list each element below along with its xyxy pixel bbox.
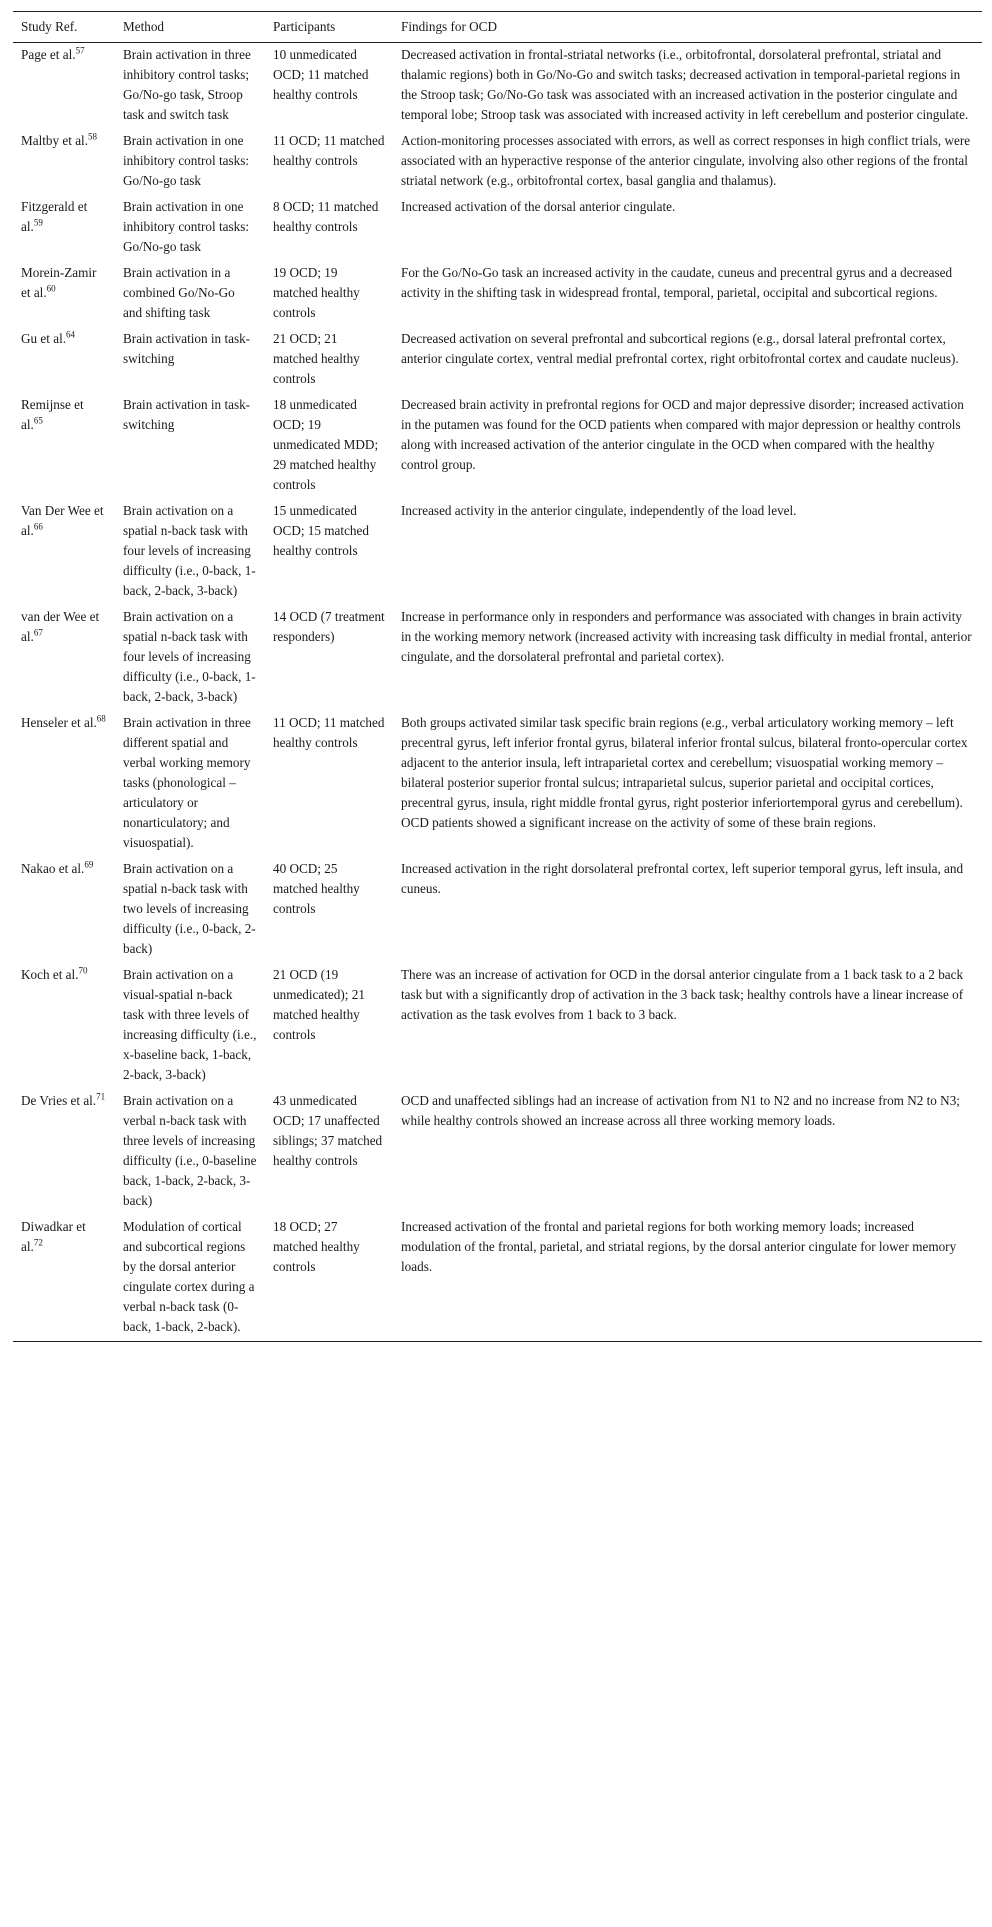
participants-cell: 18 unmedicated OCD; 19 unmedicated MDD; 29 matched healthy controls	[273, 397, 379, 492]
table-row	[13, 129, 982, 195]
findings-cell: Decreased activation in frontal-striatal networks (i.e., orbitofrontal, dorsolateral prefrontal, striatal and thalamic regions) both in Go/No-Go and switch tasks; decreased activation in temporal-parietal regions in the Stroop task; Go/No-Go task was associated with an increased activation in the posterior cingulate and temporal lobe; Stroop task was associated with increased activity in left cerebellum and posterior cingulate.	[401, 47, 969, 122]
study-ref-cell: Fitzgerald et al.$^{59}$	[21, 199, 88, 234]
participants-cell: 21 OCD (19 unmedicated); 21 matched healthy controls	[273, 967, 365, 1042]
study-ref-cell: Maltby et al.$^{58}$	[21, 131, 98, 148]
method-cell: Brain activation in one inhibitory control tasks: Go/No-go task	[123, 199, 250, 254]
findings-cell: OCD and unaffected siblings had an increase of activation from N1 to N2 and no increase from N2 to N3; while healthy controls showed an increase across all three working memory loads.	[401, 1093, 960, 1128]
method-cell: Brain activation in a combined Go/No-Go and shifting task	[123, 265, 235, 320]
method-cell: Brain activation in task-switching	[123, 331, 251, 366]
method-cell: Brain activation in task-switching	[123, 397, 251, 432]
studies-table	[13, 11, 982, 1342]
study-ref-cell: Page et al.$^{57}$	[21, 45, 85, 62]
study-ref-cell: Morein-Zamir et al.$^{60}$	[21, 265, 97, 300]
study-ref-cell: Nakao et al.$^{69}$	[21, 859, 94, 876]
findings-cell: Both groups activated similar task specific brain regions (e.g., verbal articulatory working memory – left precentral gyrus, left inferior frontal gyrus, bilateral inferior frontal sulcus, bilateral fronto-opercular cortex adjacent to the anterior insula, left intraparietal cortex and cerebellum; visuospatial working memory – bilateral posterior superior frontal sulcus; intraparietal sulcus, superior parietal and occipital cortices, precentral gyrus, insula, right middle frontal gyrus, right posterior inferiortemporal gyrus and cerebellum). OCD patients showed a significant increase on the activity of some of these brain regions.	[401, 715, 968, 830]
header-method: Method	[123, 19, 165, 34]
study-ref-cell: De Vries et al.$^{71}$	[21, 1091, 106, 1108]
study-ref-cell: Koch et al.$^{70}$	[21, 965, 88, 982]
participants-cell: 18 OCD; 27 matched healthy controls	[273, 1219, 360, 1274]
table-row	[13, 963, 982, 1089]
method-cell: Brain activation in three inhibitory control tasks; Go/No-go task, Stroop task and switch task	[123, 47, 251, 122]
participants-cell: 14 OCD (7 treatment responders)	[273, 609, 385, 644]
findings-cell: Increased activity in the anterior cingulate, independently of the load level.	[401, 503, 797, 518]
table-row	[13, 857, 982, 963]
method-cell: Brain activation in three different spatial and verbal working memory tasks (phonological – articulatory or nonarticulatory; and visuospatial).	[123, 715, 251, 850]
header-findings: Findings for OCD	[401, 19, 497, 34]
table-row	[13, 195, 982, 261]
table-row	[13, 393, 982, 499]
findings-cell: Increased activation of the dorsal anterior cingulate.	[401, 199, 676, 214]
study-ref-cell: Van Der Wee et al.$^{66}$	[21, 503, 104, 538]
findings-cell: Increase in performance only in responders and performance was associated with changes in brain activity in the working memory network (increased activity with increasing task difficulty in medial frontal, anterior cingulate, and the dorsolateral prefrontal and parietal cortex).	[401, 609, 972, 664]
participants-cell: 40 OCD; 25 matched healthy controls	[273, 861, 360, 916]
header-study-ref: Study Ref.	[21, 19, 78, 34]
findings-cell: Increased activation in the right dorsolateral prefrontal cortex, left superior temporal gyrus, left insula, and cuneus.	[401, 861, 964, 896]
table-row	[13, 1089, 982, 1215]
findings-cell: Action-monitoring processes associated with errors, as well as correct responses in high conflict trials, were associated with an hyperactive response of the anterior cingulate, involving also other regions of the frontal striatal network (e.g., orbitofrontal cortex, basal ganglia and thalamus).	[401, 133, 971, 188]
method-cell: Brain activation on a spatial n-back task with two levels of increasing difficulty (i.e., 0-back, 2-back)	[123, 861, 256, 956]
participants-cell: 11 OCD; 11 matched healthy controls	[273, 133, 385, 168]
study-ref-cell: Remijnse et al.$^{65}$	[21, 397, 84, 432]
studies-table-container	[13, 11, 982, 1342]
table-row	[13, 1215, 982, 1342]
method-cell: Brain activation on a visual-spatial n-back task with three levels of increasing difficulty (i.e., x-baseline back, 1-back, 2-back, 3-back)	[123, 967, 257, 1082]
participants-cell: 10 unmedicated OCD; 11 matched healthy controls	[273, 47, 369, 102]
table-row	[13, 605, 982, 711]
findings-cell: Decreased brain activity in prefrontal regions for OCD and major depressive disorder; increased activation in the putamen was found for the OCD patients when compared with major depression or healthy controls along with increased activation of the anterior cingulate in the OCD when compared with the healthy control group.	[401, 397, 964, 472]
table-row	[13, 327, 982, 393]
participants-cell: 15 unmedicated OCD; 15 matched healthy controls	[273, 503, 369, 558]
study-ref-cell: Henseler et al.$^{68}$	[21, 713, 106, 730]
findings-cell: For the Go/No-Go task an increased activity in the caudate, cuneus and precentral gyrus and a decreased activity in the shifting task in widespread frontal, temporal, parietal, occipital and subcortical regions.	[401, 265, 953, 300]
findings-cell: Increased activation of the frontal and parietal regions for both working memory loads; increased modulation of the frontal, parietal, and striatal regions, by the dorsal anterior cingulate for lower memory loads.	[401, 1219, 957, 1274]
method-cell: Brain activation in one inhibitory control tasks: Go/No-go task	[123, 133, 250, 188]
participants-cell: 11 OCD; 11 matched healthy controls	[273, 715, 385, 750]
table-row	[13, 261, 982, 327]
method-cell: Brain activation on a spatial n-back task with four levels of increasing difficulty (i.e., 0-back, 1-back, 2-back, 3-back)	[123, 609, 256, 704]
findings-cell: There was an increase of activation for OCD in the dorsal anterior cingulate from a 1 back task to a 2 back task but with a significantly drop of activation in the 3 back task; healthy controls have a linear increase of activation as the task evolves from 1 back to 3 back.	[401, 967, 964, 1022]
study-ref-cell: Gu et al.$^{64}$	[21, 329, 76, 346]
participants-cell: 8 OCD; 11 matched healthy controls	[273, 199, 379, 234]
table-row	[13, 43, 982, 130]
method-cell: Modulation of cortical and subcortical regions by the dorsal anterior cingulate cortex during a verbal n-back task (0-back, 1-back, 2-back).	[123, 1219, 255, 1334]
study-ref-cell: Diwadkar et al.$^{72}$	[21, 1219, 86, 1254]
table-row	[13, 499, 982, 605]
method-cell: Brain activation on a spatial n-back task with four levels of increasing difficulty (i.e., 0-back, 1-back, 2-back, 3-back)	[123, 503, 256, 598]
study-ref-cell: van der Wee et al.$^{67}$	[21, 609, 100, 644]
method-cell: Brain activation on a verbal n-back task with three levels of increasing difficulty (i.e., 0-baseline back, 1-back, 2-back, 3-back)	[123, 1093, 257, 1208]
participants-cell: 43 unmedicated OCD; 17 unaffected siblings; 37 matched healthy controls	[273, 1093, 383, 1168]
header-participants: Participants	[273, 19, 336, 34]
findings-cell: Decreased activation on several prefrontal and subcortical regions (e.g., dorsal lateral prefrontal cortex, anterior cingulate cortex, ventral medial prefrontal cortex, right orbitofrontal cortex and caudate nucleus).	[401, 331, 959, 366]
table-row	[13, 711, 982, 857]
participants-cell: 21 OCD; 21 matched healthy controls	[273, 331, 360, 386]
participants-cell: 19 OCD; 19 matched healthy controls	[273, 265, 360, 320]
table-header-row	[13, 12, 982, 43]
